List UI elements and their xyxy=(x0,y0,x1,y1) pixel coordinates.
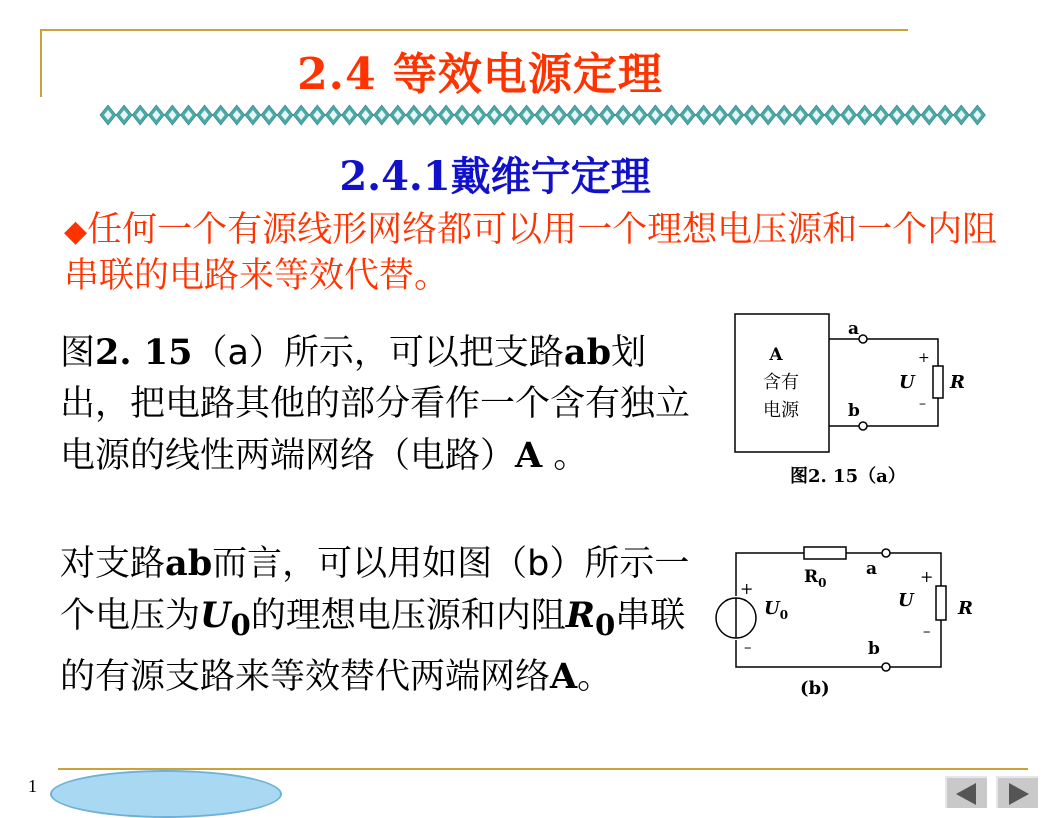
resistor-R xyxy=(936,586,946,620)
terminal-a xyxy=(882,549,890,557)
footer-oval-button[interactable] xyxy=(50,770,282,818)
svg-text:R: R xyxy=(958,598,973,619)
svg-text:含有: 含有 xyxy=(763,372,799,393)
triangle-left-icon xyxy=(956,783,976,805)
svg-text:电源: 电源 xyxy=(763,400,799,421)
page-number: 1 xyxy=(28,776,37,796)
svg-text:+: + xyxy=(918,350,930,366)
resistor-R xyxy=(933,366,943,398)
section-subtitle: 2.4.1戴维宁定理 xyxy=(339,153,651,200)
svg-text:–: – xyxy=(919,396,926,412)
svg-text:U: U xyxy=(898,590,914,611)
svg-text:b: b xyxy=(868,639,880,659)
terminal-b xyxy=(859,422,867,430)
decorative-diamond-band xyxy=(100,103,985,127)
svg-text:–: – xyxy=(923,622,931,640)
circuit-figure-b xyxy=(708,540,973,710)
svg-text:+: + xyxy=(740,579,754,598)
bullet-text: 任何一个有源线形网络都可以用一个理想电压源和一个内阻串联的电路来等效代替。 xyxy=(64,210,998,296)
svg-text:–: – xyxy=(744,638,752,656)
svg-text:b: b xyxy=(848,401,860,421)
svg-text:R0: $R_0$ xyxy=(804,567,827,590)
bottom-rule xyxy=(58,768,1028,770)
paragraph-1: 图2. 15（a）所示，可以把支路ab划出，把电路其他的部分看作一个含有独立电源的线性两端网络（电路）A 。 xyxy=(60,332,691,476)
paragraph-2: 对支路ab而言，可以用如图（b）所示一个电压为$U_0$的理想电压源和内阻$R_0$串联的有源支路来等效替代两端网络A。 xyxy=(60,543,690,697)
terminal-b xyxy=(882,663,890,671)
figure-b-caption: (b) xyxy=(800,678,830,699)
top-rule xyxy=(40,29,908,31)
slide-title: 2.4 等效电源定理 xyxy=(297,49,663,100)
svg-text:R: R xyxy=(950,372,965,393)
svg-text:U: U xyxy=(899,372,915,393)
bullet-statement xyxy=(64,208,1004,298)
figure-a-caption: 图2. 15（a） xyxy=(790,466,906,487)
svg-text:a: a xyxy=(848,319,860,339)
svg-text:+: + xyxy=(920,567,934,586)
svg-text:U0: $U_0$ xyxy=(764,598,789,622)
previous-slide-button[interactable] xyxy=(945,776,987,808)
svg-text:a: a xyxy=(866,559,878,579)
diamond-bullet-icon: ◆ xyxy=(64,214,88,249)
next-slide-button[interactable] xyxy=(996,776,1038,808)
triangle-right-icon xyxy=(1009,783,1029,805)
resistor-R0 xyxy=(804,547,846,559)
circuit-figure-a xyxy=(732,312,965,492)
terminal-a xyxy=(859,335,867,343)
svg-text:A: A xyxy=(769,345,783,365)
